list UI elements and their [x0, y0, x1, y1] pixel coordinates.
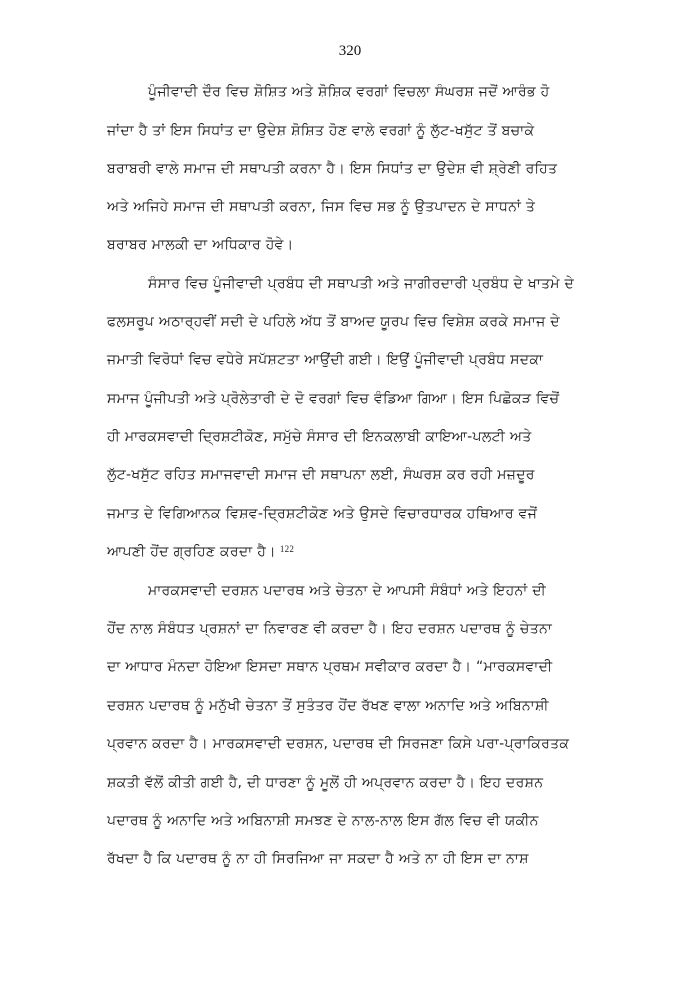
paragraph-2-line-8-text: ਆਪਣੀ ਹੋਂਦ ਗ੍ਰਹਿਣ ਕਰਦਾ ਹੈ।	[107, 544, 276, 560]
paragraph-3-line-7: ਪਦਾਰਥ ਨੂੰ ਅਨਾਦਿ ਅਤੇ ਅਬਿਨਾਸ਼ੀ ਸਮਝਣ ਦੇ ਨਾਲ-ਨਾਲ ਇਸ ਗੱਲ ਵਿਚ ਵੀ ਯਕੀਨ	[107, 813, 539, 829]
paragraph-3-line-5: ਪ੍ਰਵਾਨ ਕਰਦਾ ਹੈ। ਮਾਰਕਸਵਾਦੀ ਦਰਸ਼ਨ, ਪਦਾਰਥ ਦੀ ਸਿਰਜਣਾ ਕਿਸੇ ਪਰਾ-ਪ੍ਰਾਕਿਰਤਕ	[107, 736, 570, 752]
paragraph-3-line-8: ਰੱਖਦਾ ਹੈ ਕਿ ਪਦਾਰਥ ਨੂੰ ਨਾ ਹੀ ਸਿਰਜਿਆ ਜਾ ਸਕਦਾ ਹੈ ਅਤੇ ਨਾ ਹੀ ਇਸ ਦਾ ਨਾਸ਼	[107, 851, 529, 867]
footnote-reference[interactable]: 122	[279, 544, 295, 554]
paragraph-3-line-3: ਦਾ ਆਧਾਰ ਮੰਨਦਾ ਹੋਇਆ ਇਸਦਾ ਸਥਾਨ ਪ੍ਰਥਮ ਸਵੀਕਾਰ ਕਰਦਾ ਹੈ। “ਮਾਰਕਸਵਾਦੀ	[107, 659, 553, 675]
paragraph-2-line-2: ਫਲਸਰੂਪ ਅਠਾਰ੍ਹਵੀਂ ਸਦੀ ਦੇ ਪਹਿਲੇ ਅੱਧ ਤੋਂ ਬਾਅਦ ਯੂਰਪ ਵਿਚ ਵਿਸ਼ੇਸ਼ ਕਰਕੇ ਸਮਾਜ ਦੇ	[107, 314, 560, 330]
page-number: 320	[338, 43, 362, 59]
paragraph-3-line-1: ਮਾਰਕਸਵਾਦੀ ਦਰਸ਼ਨ ਪਦਾਰਥ ਅਤੇ ਚੇਤਨਾ ਦੇ ਆਪਸੀ ਸੰਬੰਧਾਂ ਅਤੇ ਇਹਨਾਂ ਦੀ	[148, 583, 547, 599]
paragraph-2-line-3: ਜਮਾਤੀ ਵਿਰੋਧਾਂ ਵਿਚ ਵਧੇਰੇ ਸਪੱਸ਼ਟਤਾ ਆਉਂਦੀ ਗਈ। ਇਉਂ ਪੂੰਜੀਵਾਦੀ ਪ੍ਰਬੰਧ ਸਦਕਾ	[107, 352, 544, 368]
paragraph-2-line-6: ਲੁੱਟ-ਖਸੁੱਟ ਰਹਿਤ ਸਮਾਜਵਾਦੀ ਸਮਾਜ ਦੀ ਸਥਾਪਨਾ ਲਈ, ਸੰਘਰਸ਼ ਕਰ ਰਹੀ ਮਜ਼ਦੂਰ	[107, 467, 535, 483]
paragraph-1-line-3: ਬਰਾਬਰੀ ਵਾਲੇ ਸਮਾਜ ਦੀ ਸਥਾਪਤੀ ਕਰਨਾ ਹੈ। ਇਸ ਸਿਧਾਂਤ ਦਾ ਉਦੇਸ਼ ਵੀ ਸ਼੍ਰੇਣੀ ਰਹਿਤ	[107, 161, 558, 177]
paragraph-1-line-1: ਪੂੰਜੀਵਾਦੀ ਦੌਰ ਵਿਚ ਸ਼ੋਸ਼ਿਤ ਅਤੇ ਸ਼ੋਸ਼ਿਕ ਵਰਗਾਂ ਵਿਚਲਾ ਸੰਘਰਸ਼ ਜਦੋਂ ਆਰੰਭ ਹੋ	[148, 84, 550, 100]
paragraph-2-line-1: ਸੰਸਾਰ ਵਿਚ ਪੂੰਜੀਵਾਦੀ ਪ੍ਰਬੰਧ ਦੀ ਸਥਾਪਤੀ ਅਤੇ ਜਾਗੀਰਦਾਰੀ ਪ੍ਰਬੰਧ ਦੇ ਖਾਤਮੇ ਦੇ	[148, 276, 575, 292]
paragraph-2-line-8	[107, 544, 621, 560]
paragraph-1-line-2: ਜਾਂਦਾ ਹੈ ਤਾਂ ਇਸ ਸਿਧਾਂਤ ਦਾ ਉਦੇਸ਼ ਸ਼ੋਸ਼ਿਤ ਹੋਣ ਵਾਲੇ ਵਰਗਾਂ ਨੂੰ ਲੁੱਟ-ਖਸੁੱਟ ਤੋਂ ਬਚਾਕੇ	[107, 123, 535, 139]
paragraph-3-line-6: ਸ਼ਕਤੀ ਵੱਲੋਂ ਕੀਤੀ ਗਈ ਹੈ, ਦੀ ਧਾਰਣਾ ਨੂੰ ਮੂਲੋਂ ਹੀ ਅਪ੍ਰਵਾਨ ਕਰਦਾ ਹੈ। ਇਹ ਦਰਸ਼ਨ	[107, 775, 544, 791]
paragraph-2-line-5: ਹੀ ਮਾਰਕਸਵਾਦੀ ਦ੍ਰਿਸ਼ਟੀਕੋਣ, ਸਮੁੱਚੇ ਸੰਸਾਰ ਦੀ ਇਨਕਲਾਬੀ ਕਾਇਆ-ਪਲਟੀ ਅਤੇ	[107, 429, 532, 445]
paragraph-2-line-4: ਸਮਾਜ ਪੂੰਜੀਪਤੀ ਅਤੇ ਪ੍ਰੋਲੇਤਾਰੀ ਦੇ ਦੋ ਵਰਗਾਂ ਵਿਚ ਵੰਡਿਆ ਗਿਆ। ਇਸ ਪਿਛੋਕੜ ਵਿਚੋਂ	[107, 391, 560, 407]
paragraph-3-line-4: ਦਰਸ਼ਨ ਪਦਾਰਥ ਨੂੰ ਮਨੁੱਖੀ ਚੇਤਨਾ ਤੋਂ ਸੁਤੰਤਰ ਹੋਂਦ ਰੱਖਣ ਵਾਲਾ ਅਨਾਦਿ ਅਤੇ ਅਬਿਨਾਸ਼ੀ	[107, 698, 549, 714]
paragraph-1-line-5: ਬਰਾਬਰ ਮਾਲਕੀ ਦਾ ਅਧਿਕਾਰ ਹੋਵੇ।	[107, 237, 294, 253]
paragraph-1-line-4: ਅਤੇ ਅਜਿਹੇ ਸਮਾਜ ਦੀ ਸਥਾਪਤੀ ਕਰਨਾ, ਜਿਸ ਵਿਚ ਸਭ ਨੂੰ ਉਤਪਾਦਨ ਦੇ ਸਾਧਨਾਂ ਤੇ	[107, 199, 536, 215]
paragraph-3-line-2: ਹੋਂਦ ਨਾਲ ਸੰਬੰਧਤ ਪ੍ਰਸ਼ਨਾਂ ਦਾ ਨਿਵਾਰਣ ਵੀ ਕਰਦਾ ਹੈ। ਇਹ ਦਰਸ਼ਨ ਪਦਾਰਥ ਨੂੰ ਚੇਤਨਾ	[107, 621, 553, 637]
paragraph-2-line-7: ਜਮਾਤ ਦੇ ਵਿਗਿਆਨਕ ਵਿਸ਼ਵ-ਦ੍ਰਿਸ਼ਟੀਕੋਣ ਅਤੇ ਉਸਦੇ ਵਿਚਾਰਧਾਰਕ ਹਥਿਆਰ ਵਜੋਂ	[107, 506, 538, 522]
